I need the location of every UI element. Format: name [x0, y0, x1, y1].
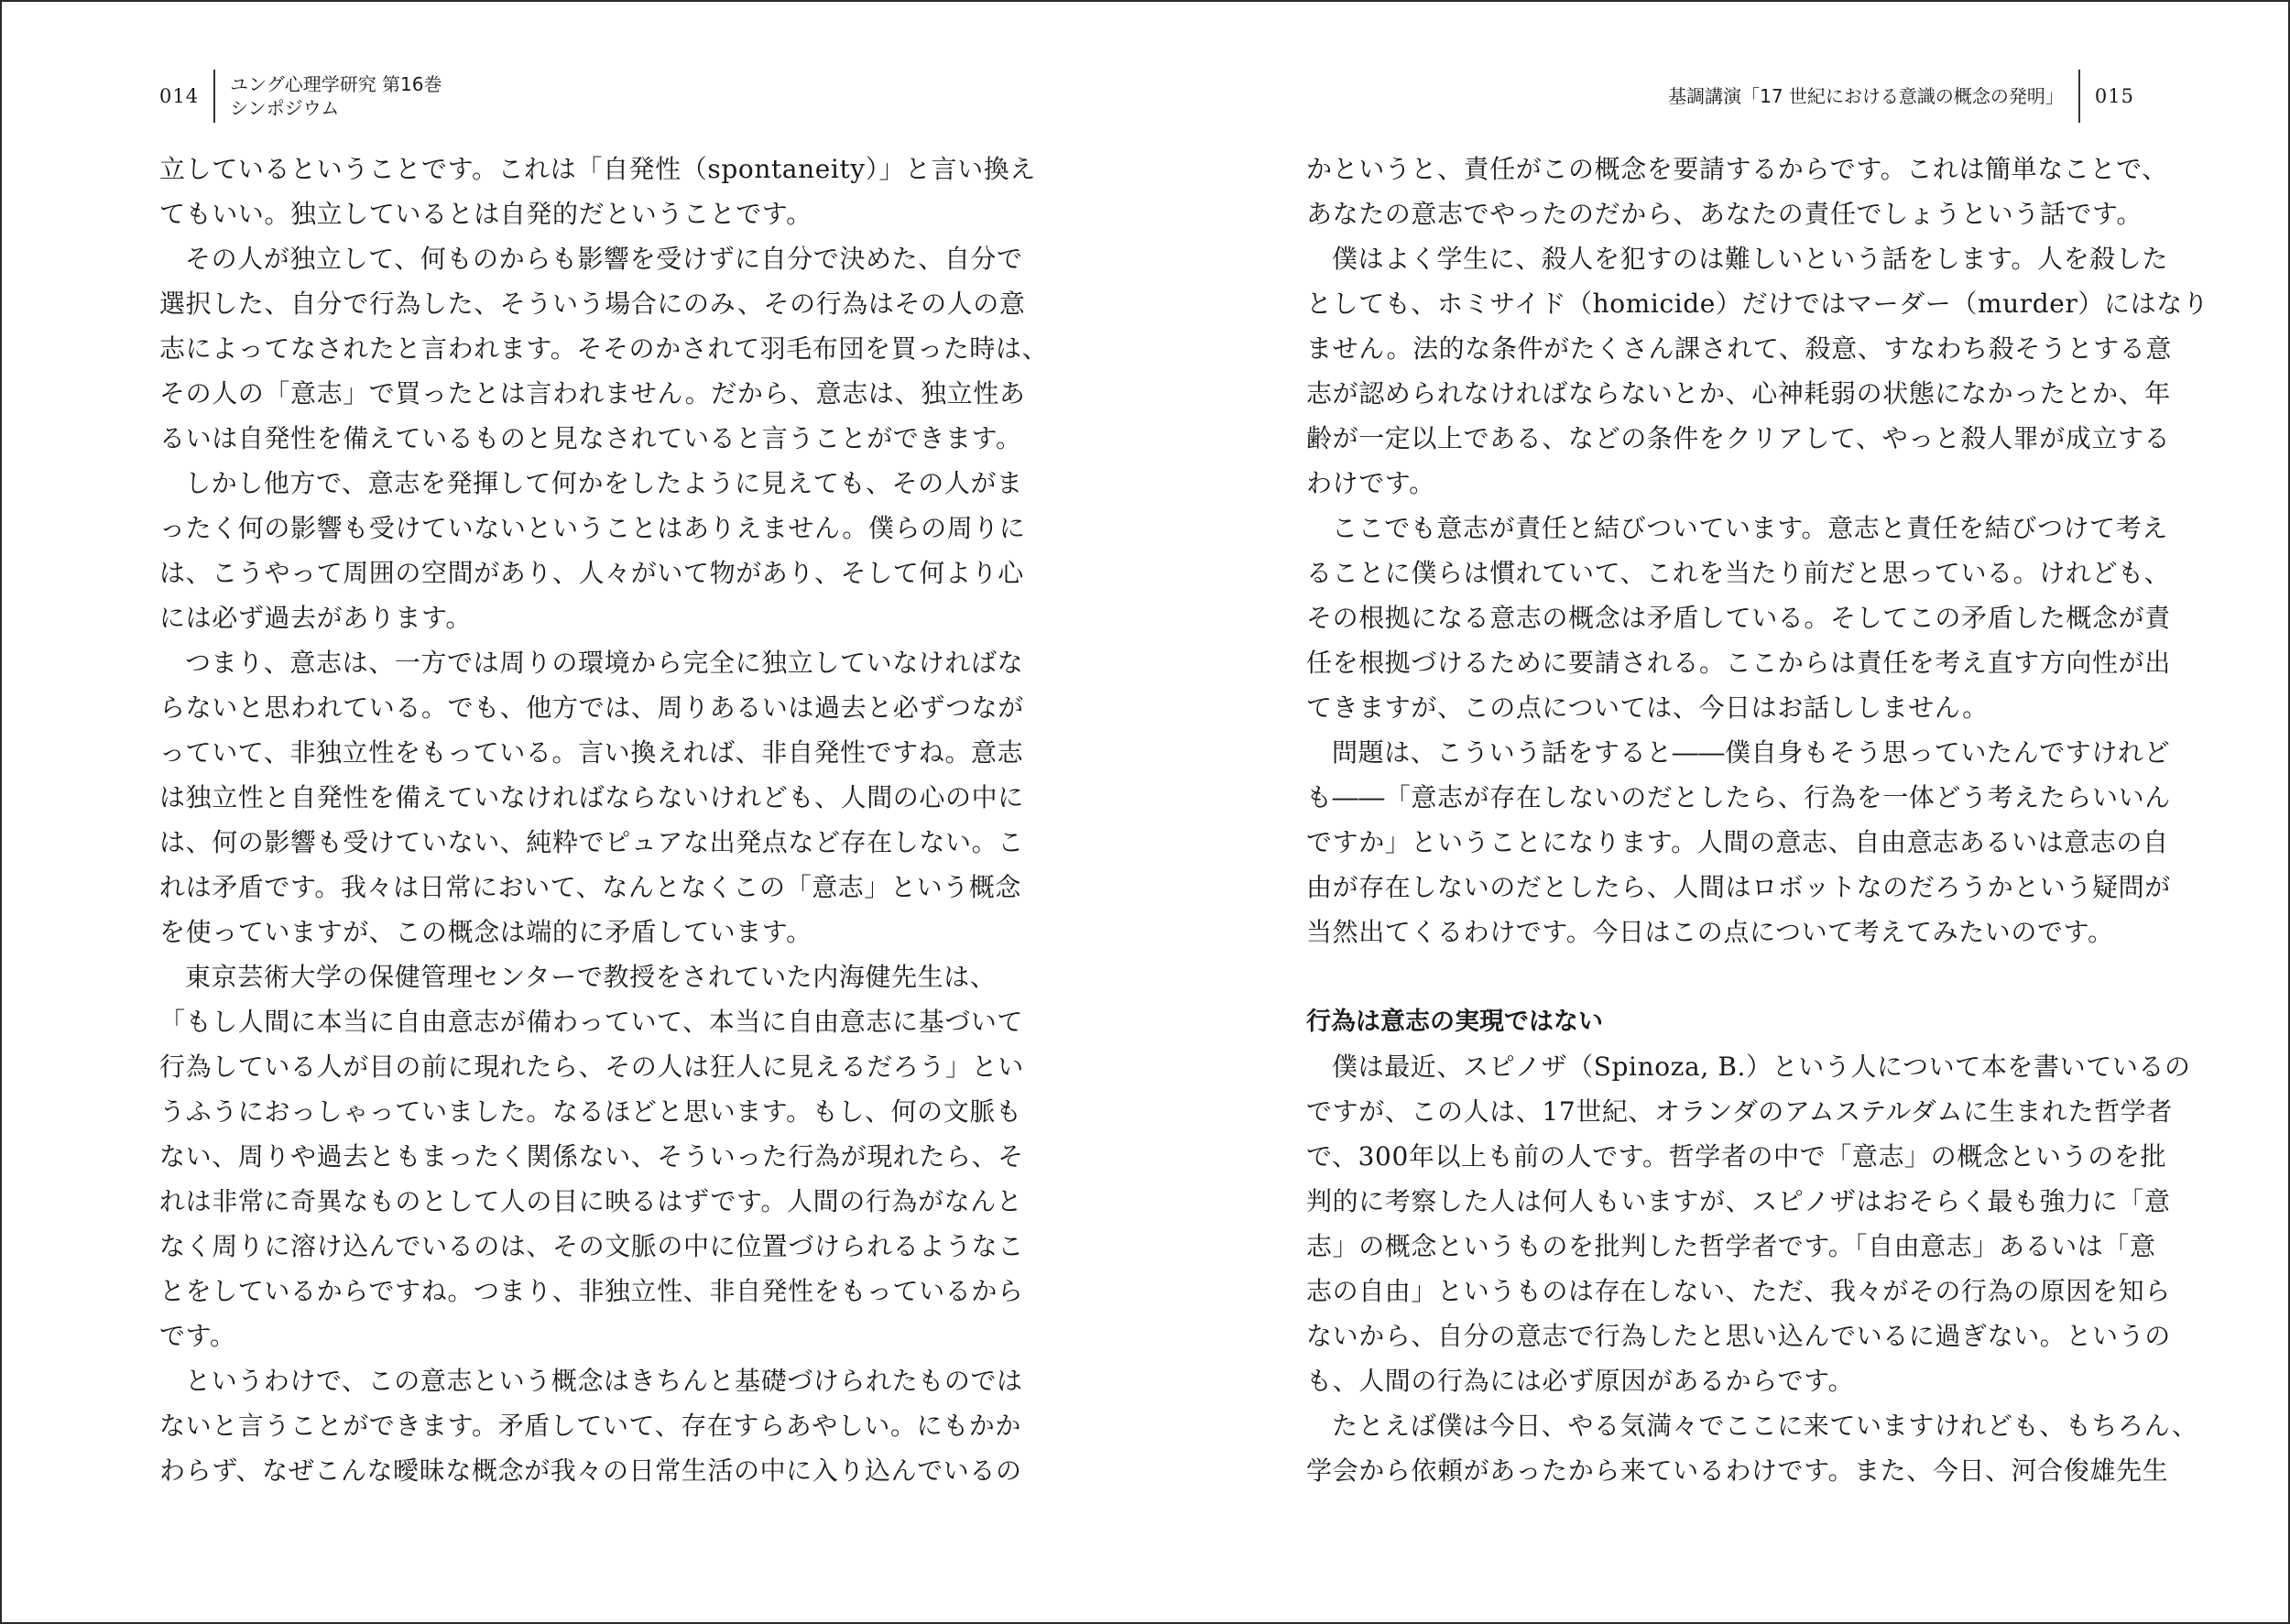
- text-line: とをしているからですね。つまり、非独立性、非自発性をもっているから: [159, 1276, 1024, 1306]
- text-line: ここでも意志が責任と結びついています。意志と責任を結びつけて考え: [1332, 513, 2168, 543]
- text-line: ないと言うことができます。矛盾していて、存在すらあやしい。にもかか: [159, 1411, 1022, 1441]
- right-page: [1147, 2, 2290, 1622]
- text-line: というわけで、この意志という概念はきちんと基礎づけられたものでは: [185, 1366, 1023, 1396]
- text-line: しかし他方で、意志を発揮して何かをしたように見えても、その人がま: [185, 468, 1023, 498]
- text-line: ません。法的な条件がたくさん課されて、殺意、すなわち殺そうとする意: [1306, 333, 2172, 364]
- text-line: わけです。: [1306, 468, 1435, 498]
- section-heading: 行為は意志の実現ではない: [1306, 1008, 1603, 1036]
- text-line: ですが、この人は、17世紀、オランダのアムステルダムに生まれた哲学者: [1306, 1096, 2173, 1127]
- lecture-title: 基調講演「17 世紀における意識の概念の発明」: [1668, 85, 2064, 107]
- text-line: 問題は、こういう話をすると――僕自身もそう思っていたんですけれど: [1332, 737, 2171, 768]
- text-line: るいは自発性を備えているものと見なされていると言うことができます。: [159, 423, 1022, 453]
- text-line: かというと、責任がこの概念を要請するからです。これは簡単なことで、: [1306, 154, 2168, 184]
- text-line: 志によってなされたと言われます。そそのかされて羽毛布団を買った時は、: [159, 333, 1049, 364]
- text-line: ですか」ということになります。人間の意志、自由意志あるいは意志の自: [1306, 827, 2169, 857]
- text-line: 行為している人が目の前に現れたら、その人は狂人に見えるだろう」とい: [159, 1052, 1024, 1082]
- text-line: は、何の影響も受けていない、純粋でピュアな出発点など存在しない。こ: [159, 827, 1024, 857]
- journal-title: ユング心理学研究 第16巻: [230, 73, 442, 95]
- text-line: なく周りに溶け込んでいるのは、その文脈の中に位置づけられるようなこ: [159, 1231, 1024, 1261]
- text-line: 判的に考察した人は何人もいますが、スピノザはおそらく最も強力に「意: [1306, 1186, 2171, 1216]
- text-line: 選択した、自分で行為した、そういう場合にのみ、その行為はその人の意: [159, 289, 1026, 319]
- text-line: としても、ホミサイド（homicide）だけではマーダー（murder）にはなり: [1306, 289, 2209, 319]
- section-spacer: [1306, 954, 2158, 999]
- running-head-divider: [213, 70, 215, 123]
- text-line: らないと思われている。でも、他方では、周りあるいは過去と必ずつなが: [159, 692, 1024, 723]
- text-line: も――「意志が存在しないのだとしたら、行為を一体どう考えたらいいん: [1306, 782, 2171, 812]
- text-line: も、人間の行為には必ず原因があるからです。: [1306, 1366, 1855, 1396]
- right-running-head: [1668, 69, 2134, 124]
- text-line: を使っていますが、この概念は端的に矛盾しています。: [159, 917, 812, 947]
- text-line: てきますが、この点については、今日はお話ししません。: [1306, 692, 1989, 723]
- text-line: その根拠になる意志の概念は矛盾している。そしてこの矛盾した概念が責: [1306, 603, 2171, 633]
- text-line: です。: [159, 1321, 236, 1351]
- text-line: 齢が一定以上である、などの条件をクリアして、やっと殺人罪が成立する: [1306, 423, 2171, 453]
- text-line: ないから、自分の意志で行為したと思い込んでいるに過ぎない。というの: [1306, 1321, 2171, 1351]
- text-line: 学会から依頼があったから来ているわけです。また、今日、河合俊雄先生: [1306, 1455, 2169, 1486]
- text-line: わらず、なぜこんな曖昧な概念が我々の日常生活の中に入り込んでいるの: [159, 1455, 1022, 1486]
- text-line: 志の自由」というものは存在しない、ただ、我々がその行為の原因を知ら: [1306, 1276, 2171, 1306]
- text-line: あなたの意志でやったのだから、あなたの責任でしょうという話です。: [1306, 199, 2143, 229]
- page-number-right: 015: [2094, 85, 2134, 107]
- text-line: てもいい。独立しているとは自発的だということです。: [159, 199, 812, 229]
- left-body-text: [159, 147, 1049, 1493]
- text-line: うふうにおっしゃっていました。なるほどと思います。もし、何の文脈も: [159, 1096, 1022, 1127]
- text-line: っていて、非独立性をもっている。言い換えれば、非自発性ですね。意志: [159, 737, 1024, 768]
- text-line: 志が認められなければならないとか、心神耗弱の状態になかったとか、年: [1306, 378, 2171, 409]
- left-running-head: [159, 69, 442, 124]
- text-line: れは非常に奇異なものとして人の目に映るはずです。人間の行為がなんと: [159, 1186, 1023, 1216]
- text-line: には必ず過去があります。: [159, 603, 472, 633]
- text-line: は、こうやって周囲の空間があり、人々がいて物があり、そして何より心: [159, 558, 1024, 588]
- text-line: で、300年以上も前の人です。哲学者の中で「意志」の概念というのを批: [1306, 1141, 2167, 1172]
- text-line: 「もし人間に本当に自由意志が備わっていて、本当に自由意志に基づいて: [159, 1007, 1023, 1037]
- text-line: 僕は最近、スピノザ（Spinoza, B.）という人について本を書いているの: [1332, 1052, 2191, 1082]
- page-number-left: 014: [159, 85, 200, 107]
- text-line: その人の「意志」で買ったとは言われません。だから、意志は、独立性あ: [159, 378, 1026, 409]
- left-page: [2, 2, 1147, 1622]
- text-line: 東京芸術大学の保健管理センターで教授をされていた内海健先生は、: [185, 962, 997, 992]
- text-line: 任を根拠づけるために要請される。ここからは責任を考え直す方向性が出: [1306, 648, 2171, 678]
- text-line: その人が独立して、何ものからも影響を受けずに自分で決めた、自分で: [185, 244, 1023, 274]
- right-body-text: [1306, 147, 2209, 1493]
- text-line: たとえば僕は今日、やる気満々でここに来ていますけれども、もちろん、: [1332, 1411, 2198, 1441]
- text-line: 当然出てくるわけです。今日はこの点について考えてみたいのです。: [1306, 917, 2114, 947]
- text-line: は独立性と自発性を備えていなければならないけれども、人間の心の中に: [159, 782, 1024, 812]
- text-line: ることに僕らは慣れていて、これを当たり前だと思っている。けれども、: [1306, 558, 2171, 588]
- text-line: 立しているということです。これは「自発性（spontaneity）」と言い換え: [159, 154, 1036, 184]
- text-line: 僕はよく学生に、殺人を犯すのは難しいという話をします。人を殺した: [1332, 244, 2168, 274]
- running-head-title-right: [1668, 84, 2064, 108]
- running-head-title-left: [230, 72, 442, 120]
- text-line: ない、周りや過去ともまったく関係ない、そういった行為が現れたら、そ: [159, 1141, 1024, 1172]
- text-line: ったく何の影響も受けていないということはありえません。僕らの周りに: [159, 513, 1026, 543]
- running-head-divider: [2078, 70, 2080, 123]
- text-line: 志」の概念というものを批判した哲学者です。「自由意志」あるいは「意: [1306, 1231, 2156, 1261]
- section-label: シンポジウム: [230, 97, 340, 119]
- text-line: れは矛盾です。我々は日常において、なんとなくこの「意志」という概念: [159, 872, 1022, 902]
- text-line: 由が存在しないのだとしたら、人間はロボットなのだろうかという疑問が: [1306, 872, 2171, 902]
- text-line: つまり、意志は、一方では周りの環境から完全に独立していなければな: [185, 648, 1024, 678]
